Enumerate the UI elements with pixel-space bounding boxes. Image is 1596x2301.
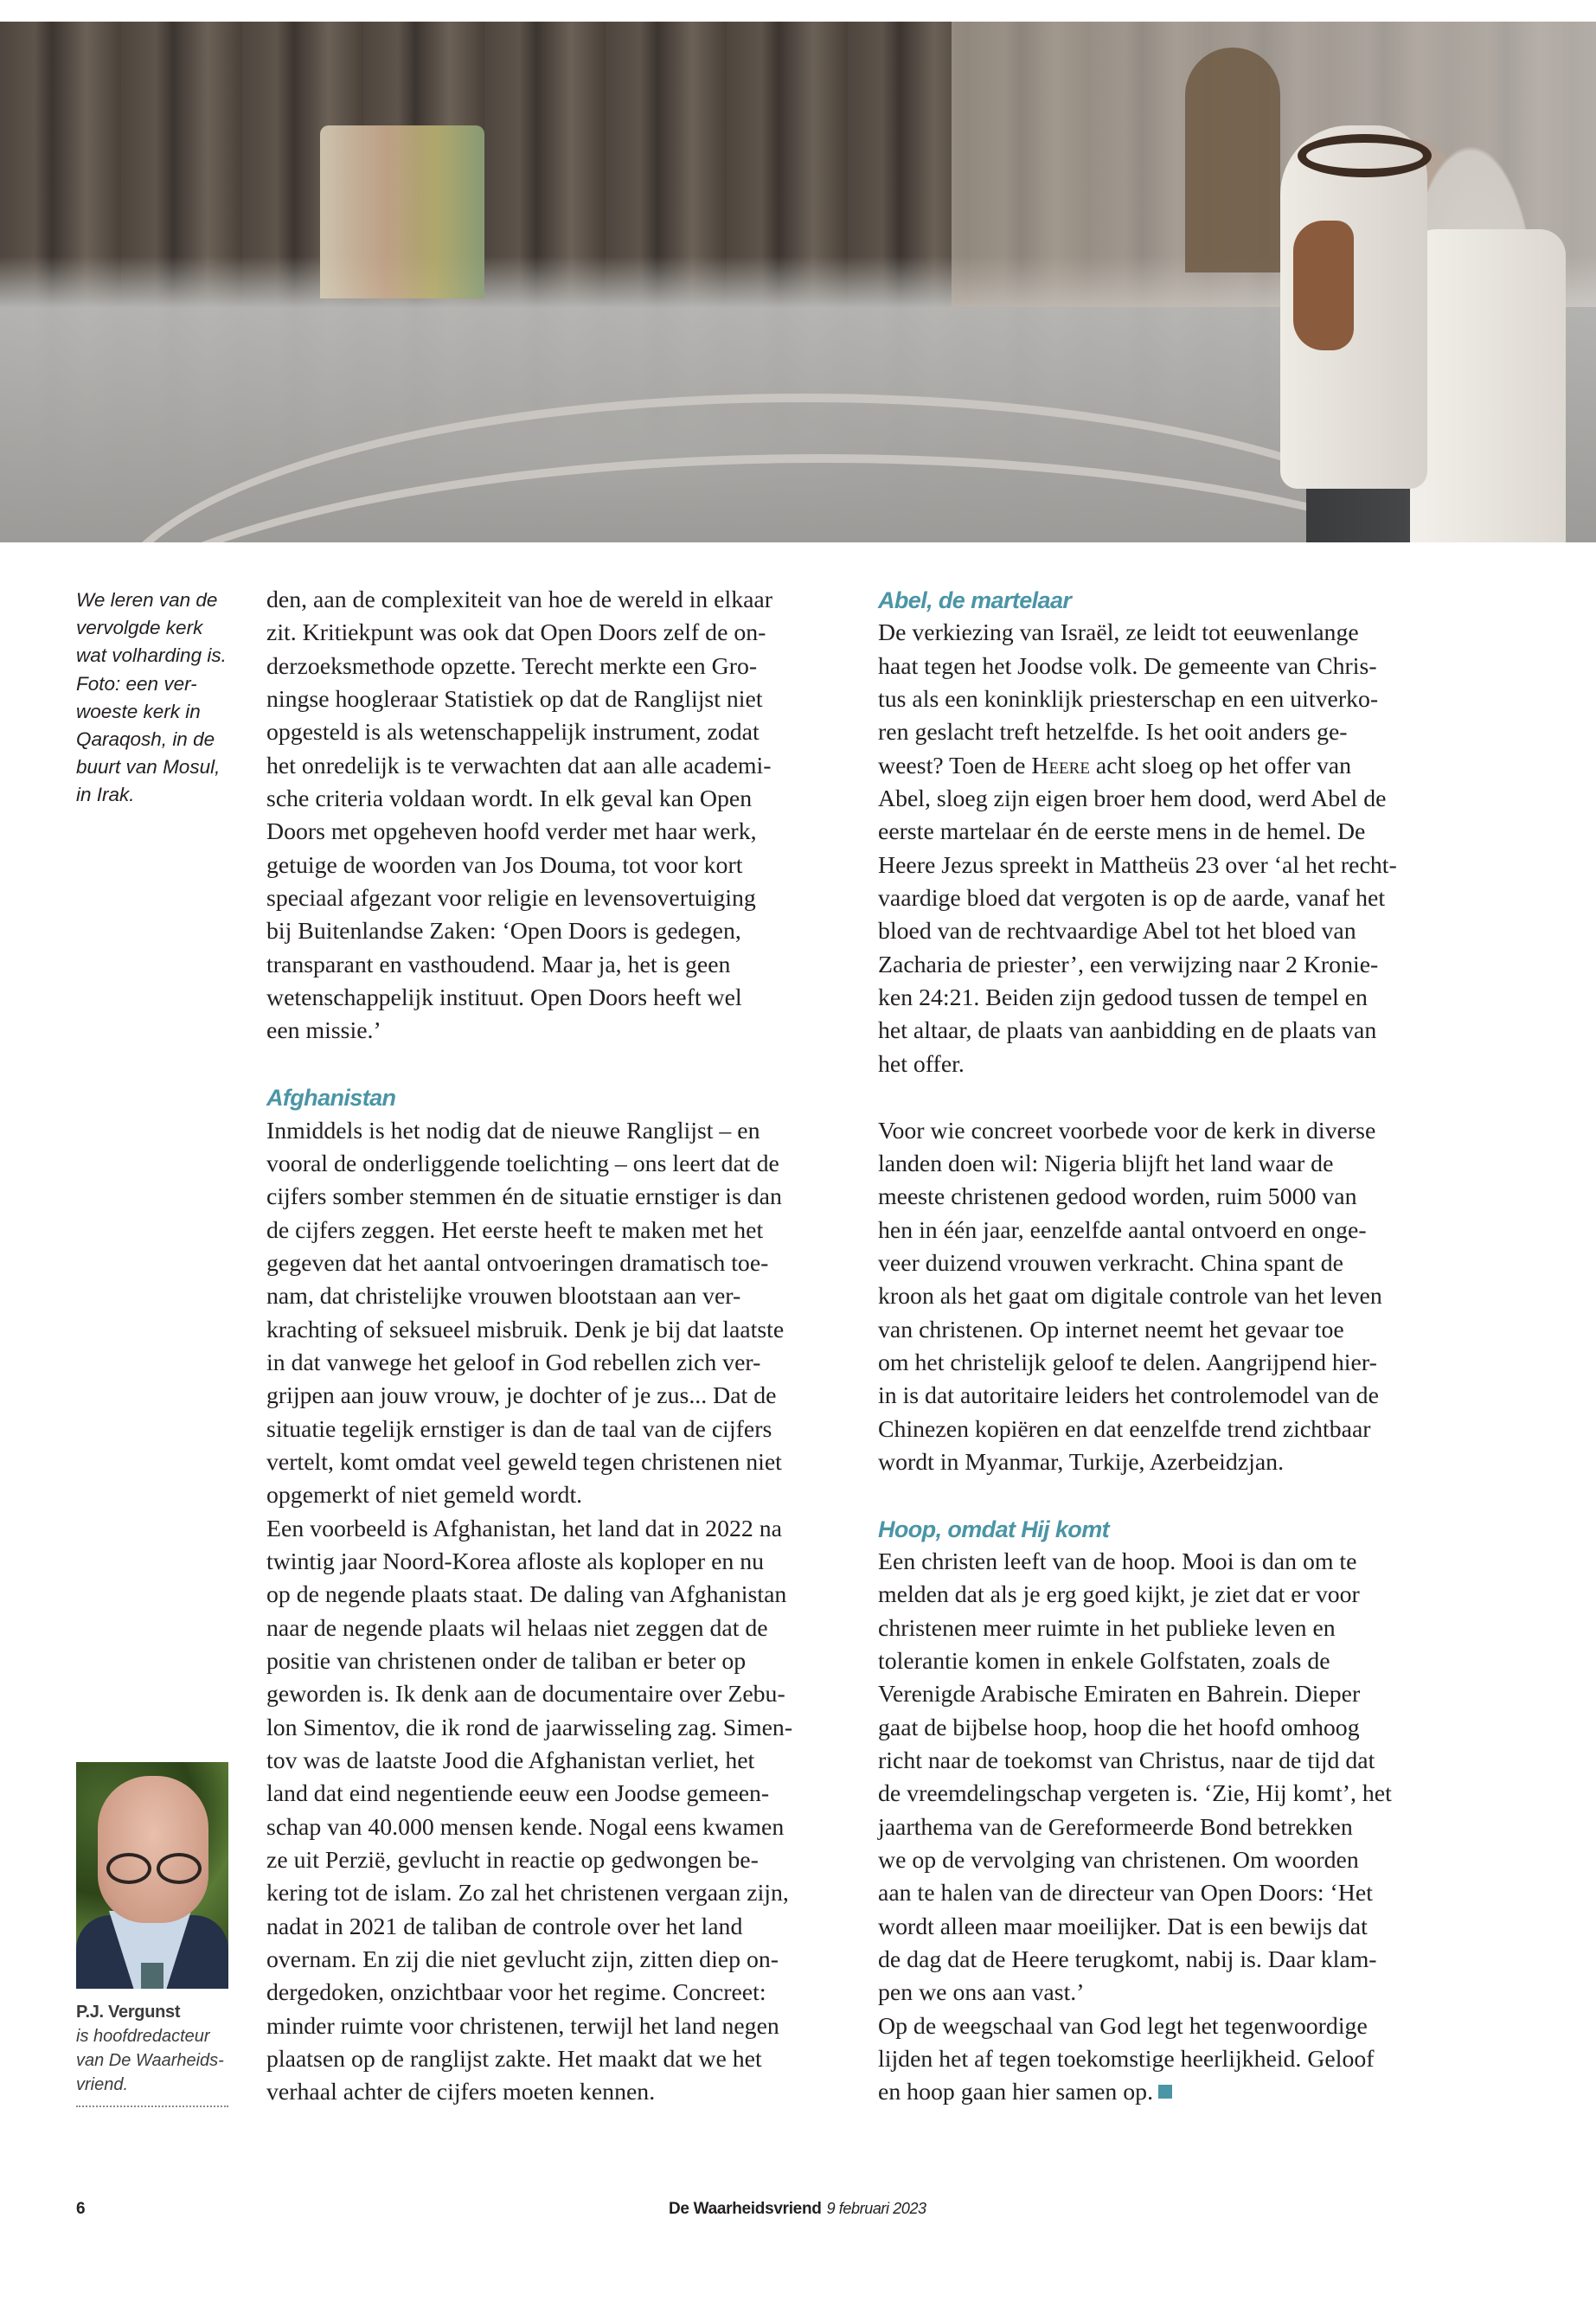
author-role [76,2024,228,2097]
caption-line: woeste kerk in [76,700,201,722]
text-line: melden dat als je erg goed kijkt, je ziet dat er voor [878,1581,1360,1609]
text-line: dergedoken, onzichtbaar voor het regime. Concreet: [266,1979,766,2007]
text-line: positie van christenen onder de taliban er beter op [266,1648,747,1675]
text-line: op de negende plaats staat. De daling van Afghanistan [266,1581,787,1609]
photo-doorway [1185,48,1280,272]
author-divider [76,2106,228,2107]
text-line: krachting of seksueel misbruik. Denk je bij dat laatste [266,1316,785,1343]
text-line: grijpen aan jouw vrouw, je dochter of je zus... Dat de [266,1382,777,1410]
text-line: opgesteld is als wetenschappelijk instrument, zodat [266,719,760,747]
caption-line: We leren van de [76,589,218,611]
text-line: verhaal achter de cijfers moeten kennen. [266,2079,656,2106]
text-line: Heere Jezus spreekt in Mattheüs 23 over ‘al het recht- [878,851,1397,879]
text-line: opgemerkt of niet gemeld wordt. [266,1482,583,1509]
text-line: bloed van de rechtvaardige Abel tot het bloed van [878,918,1356,945]
text-line: Verenigde Arabische Emiraten en Bahrein. Dieper [878,1681,1361,1708]
author-portrait [76,1762,228,1989]
text-line: het offer. [878,1050,965,1078]
text-line: nadat in 2021 de taliban de controle over het land [266,1913,743,1940]
caption-line: wat volharding is. [76,644,227,667]
text-line: vooral de onderliggende toelichting – ons leert dat de [266,1150,779,1177]
photo-caption [76,586,232,810]
text-line: nam, dat christelijke vrouwen blootstaan aan ver- [266,1283,741,1311]
footer-publication [669,2200,926,2219]
section-heading-abel: Abel, de martelaar [878,587,1072,613]
hero-photo [0,22,1596,542]
caption-line: vervolgde kerk [76,617,203,639]
photo-altar [320,125,484,298]
text-line: ren geslacht treft hetzelfde. Is het ooit anders ge- [878,719,1348,747]
text-line: wordt in Myanmar, Turkije, Azerbeidzjan. [878,1448,1285,1476]
abel-paragraph [878,617,1449,1081]
text-line: Zacharia de priester’, een verwijzing naar 2 Kronie- [878,951,1379,978]
text-line: tolerantie komen in enkele Golfstaten, zoals de [878,1648,1330,1675]
text-line: Abel, sloeg zijn eigen broer hem dood, werd Abel de [878,785,1387,813]
end-mark-icon [1158,2085,1172,2099]
text-line: Inmiddels is het nodig dat de nieuwe Ranglijst – en [266,1117,760,1144]
text-line: gegeven dat het aantal ontvoeringen dramatisch toe- [266,1249,769,1277]
text-line: hen in één jaar, eenzelfde aantal ontvoerd en onge- [878,1216,1367,1244]
publication-date: 9 februari 2023 [826,2200,926,2217]
text-line: een missie.’ [266,1017,381,1045]
text-line: tov was de laatste Jood die Afghanistan verliet, het [266,1747,755,1775]
text-line: de cijfers zeggen. Het eerste heeft te maken met het [266,1216,764,1244]
text-line: kroon als het gaat om digitale controle van het leven [878,1283,1382,1311]
photo-person [1280,125,1574,542]
text-line: meeste christenen gedood worden, ruim 5000 van [878,1183,1357,1211]
text-line: christenen meer ruimte in het publieke leven en [878,1614,1336,1642]
text-line: pen we ons aan vast.’ [878,1979,1085,2007]
text-line: het altaar, de plaats van aanbidding en de plaats van [878,1017,1377,1045]
text-line: we op de vervolging van christenen. Om woorden [878,1847,1359,1875]
text-line: lijden het af tegen toekomstige heerlijkheid. Geloof [878,2046,1375,2073]
text-line: ningse hoogleraar Statistiek op dat de Ranglijst niet [266,686,763,714]
text-line: plaatsen op de ranglijst zakte. Het maakt dat we het [266,2046,762,2073]
author-box [76,1762,228,2107]
article-column-left [266,584,837,2110]
text-line: kering tot de islam. Zo zal het christenen vergaan zijn, [266,1880,789,1907]
text-line: Doors met opgeheven hoofd verder met haar werk, [266,818,757,846]
text-line: Een voorbeeld is Afghanistan, het land dat in 2022 na [266,1515,782,1542]
text-line: overnam. En zij die niet gevlucht zijn, zitten diep on- [266,1946,779,1974]
text-line: richt naar de toekomst van Christus, naar de tijd dat [878,1747,1375,1775]
article-column-right [878,584,1449,2110]
text-line: lon Simentov, die ik rond de jaarwisseling zag. Simen- [266,1714,793,1741]
text-line: den, aan de complexiteit van hoe de wereld in elkaar [266,586,773,613]
text-line: ze uit Perzië, gevlucht in reactie op gedwongen be- [266,1847,759,1875]
text-line: wetenschappelijk instituut. Open Doors heeft wel [266,984,742,1012]
text-line: situatie tegelijk ernstiger is dan de taal van de cijfers [266,1415,772,1443]
text-line: De verkiezing van Israël, ze leidt tot eeuwenlange [878,619,1359,647]
text-line: landen doen wil: Nigeria blijft het land waar de [878,1150,1334,1177]
section-heading-hoop: Hoop, omdat Hij komt [878,1516,1109,1542]
heere-smallcaps: Heere [1031,752,1090,779]
text-line: jaarthema van de Gereformeerde Bond betrekken [878,1813,1353,1841]
caption-line: buurt van Mosul, [76,756,221,779]
text-line: in dat vanwege het geloof in God rebellen zich ver- [266,1349,761,1376]
text-line: en hoop gaan hier samen op. [878,2076,1449,2109]
glasses-icon [106,1853,202,1879]
text-line: Een christen leeft van de hoop. Mooi is dan om te [878,1548,1357,1575]
caption-line: Qaraqosh, in de [76,728,215,751]
intro-paragraph [266,584,837,1048]
text-line: naar de negende plaats wil helaas niet zeggen dat de [266,1614,768,1642]
text-line: gaat de bijbelse hoop, hoop die het hoofd omhoog [878,1714,1360,1741]
hoop-paragraph [878,1546,1449,2110]
text-line: om het christelijk geloof te delen. Aangrijpend hier- [878,1349,1377,1376]
text-line: bij Buitenlandse Zaken: ‘Open Doors is gedegen, [266,918,741,945]
caption-line: in Irak. [76,784,135,806]
text-line: het onredelijk is te verwachten dat aan alle academi- [266,752,772,779]
text-line: wordt alleen maar moeilijker. Dat is een bewijs dat [878,1913,1368,1940]
author-role-line: van De Waarheids- [76,2051,224,2070]
text-line: eerste martelaar én de eerste mens in de hemel. De [878,818,1366,846]
text-line: zit. Kritiekpunt was ook dat Open Doors zelf de on- [266,619,766,647]
text-line: derzoeksmethode opzette. Terecht merkte een Gro- [266,652,758,680]
page-number: 6 [76,2200,86,2218]
caption-line: Foto: een ver- [76,672,197,695]
text-line: weest? Toen de Heere acht sloeg op het offer van [878,752,1352,779]
text-line: transparant en vasthoudend. Maar ja, het is geen [266,951,731,978]
author-role-line: vriend. [76,2075,129,2094]
text-line: schap van 40.000 mensen kende. Nogal eens kwamen [266,1813,785,1841]
text-line: geworden is. Ik denk aan de documentaire over Zebu- [266,1681,785,1708]
text-line: vertelt, komt omdat veel geweld tegen christenen niet [266,1448,782,1476]
text-line: tus als een koninklijk priesterschap en een uitverko- [878,686,1379,714]
text-line: veer duizend vrouwen verkracht. China spant de [878,1249,1343,1277]
text-line: Chinezen kopiëren en dat eenzelfde trend zichtbaar [878,1415,1371,1443]
text-line: twintig jaar Noord-Korea afloste als koploper en nu [266,1548,765,1575]
prayer-paragraph [878,1115,1449,1480]
text-line: speciaal afgezant voor religie en levensovertuiging [266,885,756,913]
text-line: getuige de woorden van Jos Douma, tot voor kort [266,851,743,879]
author-name: P.J. Vergunst [76,2003,181,2022]
text-line: aan te halen van de directeur van Open Doors: ‘Het [878,1880,1373,1907]
text-line: in is dat autoritaire leiders het controlemodel van de [878,1382,1379,1410]
text-line: sche criteria voldaan wordt. In elk geval kan Open [266,785,753,813]
text-line: cijfers somber stemmen én de situatie ernstiger is dan [266,1183,782,1211]
text-line: de dag dat de Heere terugkomt, nabij is. Daar klam- [878,1946,1377,1974]
section-heading-afghanistan: Afghanistan [266,1085,396,1112]
text-line: haat tegen het Joodse volk. De gemeente van Chris- [878,652,1377,680]
text-line: vaardige bloed dat vergoten is op de aarde, vanaf het [878,885,1386,913]
text-line: Voor wie concreet voorbede voor de kerk in diverse [878,1117,1376,1144]
author-role-line: is hoofdredacteur [76,2027,210,2046]
afghanistan-paragraph [266,1115,837,2110]
text-line: land dat eind negentiende eeuw een Joodse gemeen- [266,1780,770,1808]
publication-name: De Waarheidsvriend [669,2200,822,2218]
text-line: de vreemdelingschap vergeten is. ‘Zie, Hij komt’, het [878,1780,1392,1808]
text-line: van christenen. Op internet neemt het gevaar toe [878,1316,1344,1343]
text-line: ken 24:21. Beiden zijn gedood tussen de tempel en [878,984,1368,1012]
text-line: Op de weegschaal van God legt het tegenwoordige [878,2012,1368,2040]
text-line: minder ruimte voor christenen, terwijl het land negen [266,2012,779,2040]
